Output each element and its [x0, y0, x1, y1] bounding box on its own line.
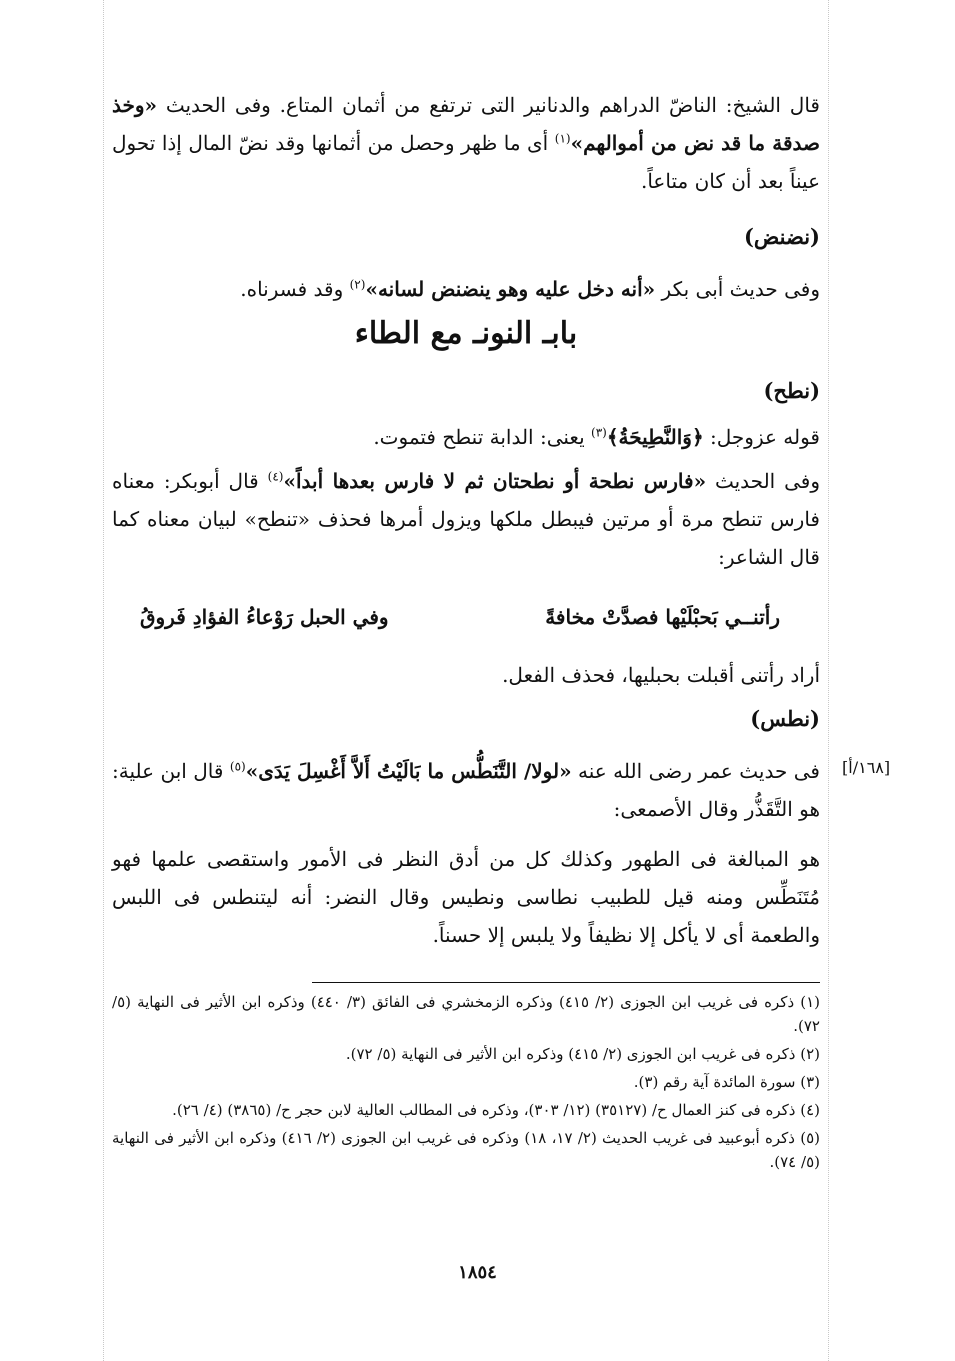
- footnote-separator: [312, 982, 820, 983]
- quran-quote: ﴿وَالنَّطِيحَةُ﴾: [606, 425, 704, 449]
- text-span: قوله عزوجل:: [703, 425, 820, 449]
- text-span: وفى الحديث: [706, 469, 820, 493]
- hadith-quote: «لولا/ التَّنَطُّس ما بَالَيْتُ أَلاَّ أَغْسِلَ يَدَى»: [245, 759, 572, 783]
- entry-heading: (نطح): [763, 378, 820, 403]
- footnote-ref: (٤): [267, 469, 284, 484]
- entry-paragraph: [112, 270, 820, 308]
- footnote: (٤) ذكره فى كنز العمال ح/ (٣٥١٢٧) (١٢/ ٣٠٣)، وذكره فى المطالب العالية لابن حجر ح/ (٣٨٦٥) (٤/ ٢٦).: [172, 1101, 820, 1119]
- entry-heading: (نطس): [750, 706, 820, 731]
- text-span: فى حديث عمر رضى الله عنه: [571, 759, 820, 783]
- manuscript-folio-ref: [١٦٨/أ]: [842, 758, 891, 777]
- opening-paragraph: [112, 86, 820, 200]
- entry-natas: [112, 700, 820, 954]
- opening-paragraph-block: [112, 86, 820, 200]
- text-span: قال أبوبكر: معناه فارس تنطح مرة أو مرتين فيبطل ملكها ويزول أمرها فحذف «تنطح» لبيان معناه كما قال الشاعر:: [112, 469, 820, 569]
- verse-second-hemistich: وفي الحبل رَوْعاءُ الفؤادِ فَروقُ: [140, 605, 389, 629]
- text-span: قال ابن علية: هو التَّقَذُّر وقال الأصمعى:: [112, 759, 820, 821]
- entry-paragraph: [112, 418, 820, 456]
- footnote-ref: (١): [554, 131, 571, 146]
- hadith-quote: «أنه دخل عليه وهو ينضنض لسانه»: [365, 277, 656, 301]
- entry-paragraph: أراد رأتنى أقبلت بحبليها، فحذف الفعل.: [502, 663, 820, 687]
- footnote: (٢) ذكره فى غريب ابن الجوزى (٢/ ٤١٥) وذكره ابن الأثير فى النهاية (٥/ ٧٢).: [345, 1045, 820, 1063]
- left-margin-guide: [103, 0, 104, 1361]
- text-span: وقد فسرناه.: [240, 277, 350, 301]
- footnote: (١) ذكره فى غريب ابن الجوزى (٢/ ٤١٥) وذكره الزمخشري فى الفائق (٣/ ٤٤٠) وذكره ابن الأثير فى النهاية (٥/ ٧٢).: [112, 993, 820, 1035]
- entry-paragraph: [112, 752, 820, 828]
- footnote: (٥) ذكره أبوعبيد فى غريب الحديث (٢/ ١٧، ١٨) وذكره فى غريب ابن الجوزى (٢/ ٤١٦) وذكره ابن الأثير فى النهاية (٥/ ٧٤).: [112, 1129, 820, 1171]
- page-number: ١٨٥٤: [458, 1262, 497, 1283]
- entry-natah-continued: [112, 656, 820, 694]
- entry-natah: [112, 372, 820, 576]
- footnote-ref: (٣): [591, 425, 607, 440]
- entry-paragraph: هو المبالغة فى الطهور وكذلك كل من أدق النظر فى الأمور واستقصى علمها فهو مُتَنَطِّس ومنه قيل للطبيب نطاسى ونطيس وقال النضر: أنه ليتنطس فى اللبس والطعمة أى لا يأكل إلا نظيفاً ولا يلبس إلا حسناً.: [112, 847, 820, 947]
- text-span: قال الشيخ: الناضّ الدراهم والدنانير التى ترتفع من أثمان المتاع. وفى الحديث: [157, 93, 820, 117]
- chapter-title: بابـ النونـ مع الطاء: [354, 316, 578, 351]
- footnote: (٣) سورة المائدة آية رقم (٣).: [633, 1073, 820, 1091]
- footnote-ref: (٥): [229, 759, 246, 774]
- verse-first-hemistich: رأتنــي بَحبْلَيْها فصدَّتْ مخافةً: [545, 605, 780, 629]
- hadith-quote: «فارس نطحة أو نطحتان ثم لا فارس بعدها أبداً»: [283, 469, 707, 493]
- entry-paragraph: [112, 462, 820, 576]
- text-span: وفى حديث أبى بكر: [655, 277, 820, 301]
- footnotes: [112, 990, 820, 1178]
- entry-nadnad: [112, 218, 820, 308]
- right-margin-guide: [828, 0, 829, 1361]
- text-span: أى ما ظهر وحصل من أثمانها وقد نضّ المال إذا تحول عيناً بعد أن كان متاعاً.: [112, 131, 820, 193]
- hadith-quote: «وخذ صدقة ما قد نض من أموالهم»: [112, 93, 821, 155]
- text-span: يعنى: الدابة تنطح فتموت.: [373, 425, 591, 449]
- entry-heading: (نضنض): [744, 224, 820, 249]
- footnote-ref: (٢): [349, 277, 366, 292]
